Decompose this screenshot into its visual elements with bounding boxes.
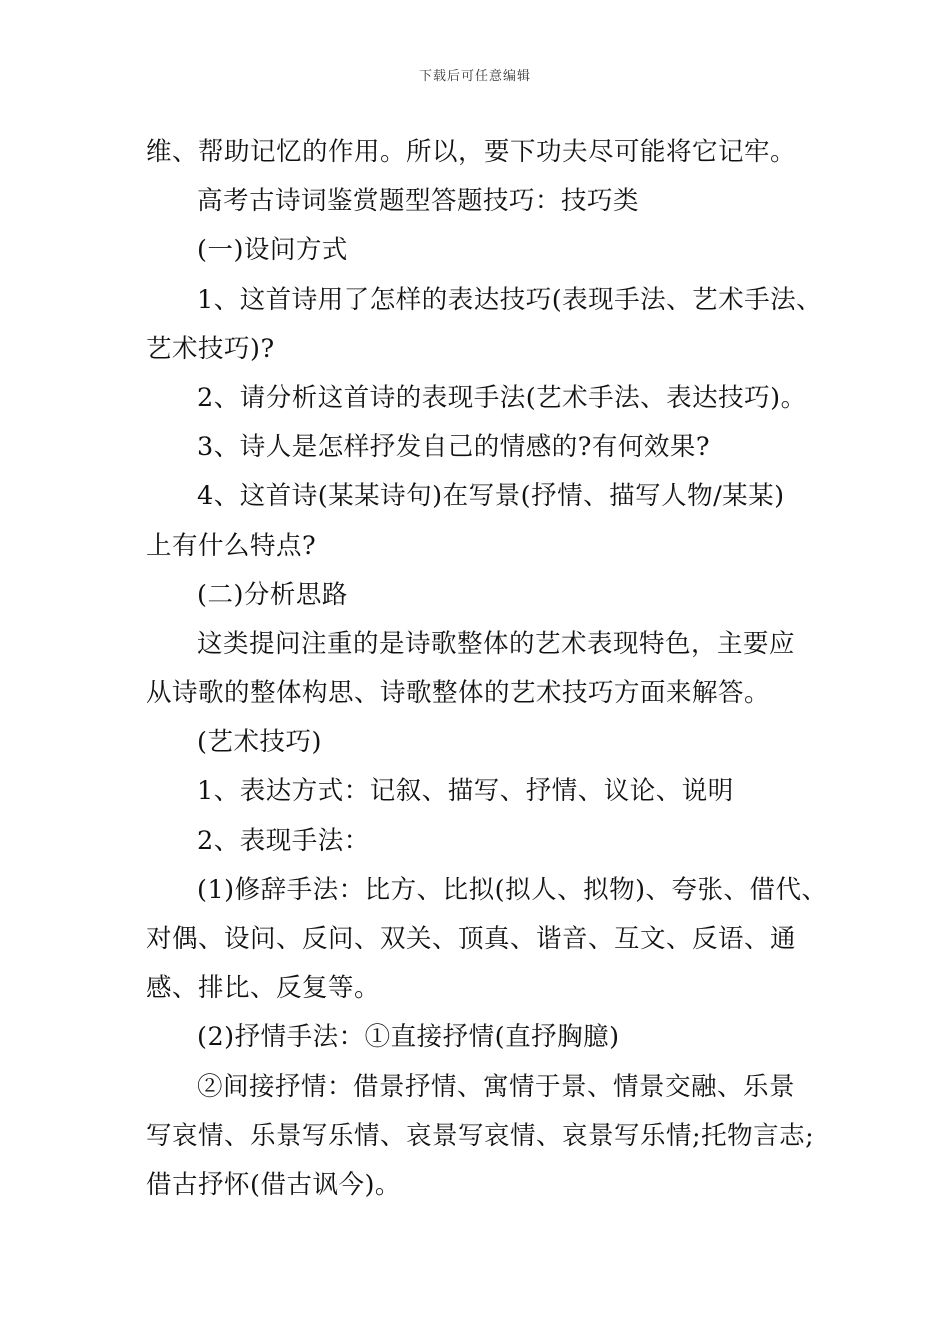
paragraph-line: 维、帮助记忆的作用。所以，要下功夫尽可能将它记牢。 — [146, 137, 797, 167]
list-item-continued: 对偶、设问、反问、双关、顶真、谐音、互文、反语、通 — [146, 924, 797, 954]
list-item: (2)抒情手法：①直接抒情(直抒胸臆) — [197, 1022, 620, 1053]
question-item-continued: 艺术技巧)? — [146, 333, 275, 364]
list-item-continued: 写哀情、乐景写乐情、哀景写哀情、哀景写乐情;托物言志; — [146, 1120, 815, 1151]
question-item: 1、这首诗用了怎样的表达技巧(表现手法、艺术手法、 — [197, 284, 823, 315]
subsection-heading: (艺术技巧) — [197, 727, 322, 758]
list-item: (1)修辞手法：比方、比拟(拟人、拟物)、夸张、借代、 — [197, 874, 828, 905]
list-item: 1、表达方式：记叙、描写、抒情、议论、说明 — [197, 776, 734, 807]
list-item: 2、表现手法： — [197, 825, 370, 856]
list-item-continued: 感、排比、反复等。 — [146, 973, 381, 1004]
paragraph-line: 从诗歌的整体构思、诗歌整体的艺术技巧方面来解答。 — [146, 678, 771, 709]
page-header-note: 下载后可任意编辑 — [418, 69, 531, 84]
list-item: ②间接抒情：借景抒情、寓情于景、情景交融、乐景 — [197, 1071, 796, 1102]
subsection-heading: (一)设问方式 — [197, 235, 348, 266]
question-item-continued: 上有什么特点? — [146, 530, 317, 561]
list-item-continued: 借古抒怀(借古讽今)。 — [146, 1169, 401, 1200]
subsection-heading: (二)分析思路 — [197, 579, 348, 610]
paragraph-line: 这类提问注重的是诗歌整体的艺术表现特色，主要应 — [197, 628, 796, 659]
section-heading: 高考古诗词鉴赏题型答题技巧：技巧类 — [197, 186, 640, 217]
question-item: 2、请分析这首诗的表现手法(艺术手法、表达技巧)。 — [197, 382, 807, 413]
question-item: 3、诗人是怎样抒发自己的情感的?有何效果? — [197, 432, 711, 463]
question-item: 4、这首诗(某某诗句)在写景(抒情、描写人物/某某) — [197, 481, 785, 512]
document-body — [146, 128, 836, 1210]
